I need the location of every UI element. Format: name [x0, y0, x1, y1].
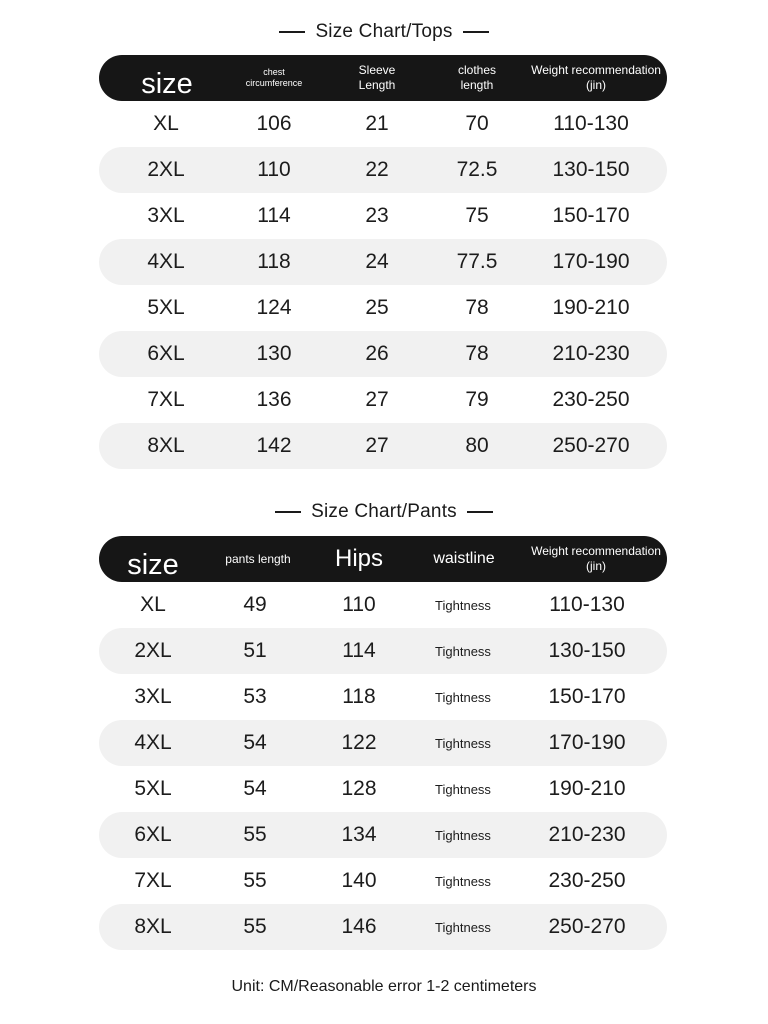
cell-waistline: Tightness — [435, 597, 491, 613]
cell-size: 6XL — [147, 342, 185, 365]
cell-size: 4XL — [134, 731, 172, 754]
cell-pants-length: 55 — [243, 915, 267, 938]
table-row — [99, 674, 667, 720]
table-row — [99, 582, 667, 628]
tops-header-chest-line1: chest — [263, 66, 285, 77]
cell-size: 6XL — [134, 823, 172, 846]
cell-weight: 130-150 — [552, 158, 630, 181]
tops-section-title — [0, 17, 768, 47]
cell-hips: 122 — [341, 731, 377, 754]
tops-header-clothes-line1: clothes — [457, 63, 497, 77]
pants-header-pants-length: pants length — [225, 551, 291, 566]
tops-header-clothes-length — [458, 55, 496, 101]
cell-weight: 110-130 — [549, 593, 625, 616]
cell-hips: 134 — [341, 823, 377, 846]
cell-hips: 118 — [342, 685, 376, 708]
cell-chest: 130 — [256, 342, 292, 365]
cell-size: 8XL — [147, 434, 185, 457]
cell-clothes-length: 75 — [465, 204, 489, 227]
pants-header-waistline: waistline — [433, 550, 495, 567]
tops-size-table — [99, 55, 667, 469]
cell-sleeve: 26 — [365, 342, 389, 365]
cell-size: 3XL — [147, 204, 185, 227]
cell-chest: 114 — [257, 204, 291, 227]
cell-waistline: Tightness — [435, 689, 491, 705]
unit-note: Unit: CM/Reasonable error 1-2 centimeters — [231, 978, 537, 995]
table-row — [99, 147, 667, 193]
cell-sleeve: 27 — [365, 434, 389, 457]
cell-sleeve: 25 — [365, 296, 389, 319]
cell-weight: 210-230 — [552, 342, 630, 365]
cell-weight: 130-150 — [548, 639, 626, 662]
cell-weight: 230-250 — [552, 388, 630, 411]
cell-weight: 190-210 — [552, 296, 630, 319]
tops-header-weight-line1: Weight recommendation — [531, 63, 661, 77]
table-row — [99, 766, 667, 812]
cell-clothes-length: 72.5 — [456, 158, 498, 181]
pants-header-weight — [531, 536, 661, 582]
tops-header-weight — [531, 55, 661, 101]
cell-pants-length: 55 — [243, 823, 267, 846]
title-dash-left — [275, 511, 301, 513]
cell-size: XL — [153, 112, 179, 135]
pants-size-table — [99, 536, 667, 950]
cell-waistline: Tightness — [435, 643, 491, 659]
cell-chest: 136 — [256, 388, 292, 411]
cell-pants-length: 49 — [243, 593, 267, 616]
pants-table-header — [99, 536, 667, 582]
cell-clothes-length: 79 — [465, 388, 489, 411]
pants-header-size: size — [127, 548, 179, 581]
cell-waistline: Tightness — [435, 827, 491, 843]
cell-waistline: Tightness — [435, 781, 491, 797]
cell-clothes-length: 77.5 — [456, 250, 498, 273]
cell-size: 7XL — [147, 388, 185, 411]
cell-hips: 114 — [342, 639, 376, 662]
cell-weight: 170-190 — [548, 731, 626, 754]
cell-weight: 190-210 — [548, 777, 626, 800]
cell-weight: 170-190 — [552, 250, 630, 273]
cell-hips: 128 — [341, 777, 377, 800]
cell-size: 2XL — [147, 158, 185, 181]
cell-chest: 142 — [256, 434, 292, 457]
table-row — [99, 377, 667, 423]
cell-pants-length: 54 — [243, 777, 267, 800]
cell-waistline: Tightness — [435, 873, 491, 889]
cell-chest: 110 — [257, 158, 291, 181]
cell-hips: 140 — [341, 869, 377, 892]
pants-header-weight-line1: Weight recommendation — [531, 544, 661, 558]
cell-size: 2XL — [134, 639, 172, 662]
cell-sleeve: 21 — [365, 112, 389, 135]
pants-title-text: Size Chart/Pants — [311, 501, 457, 522]
cell-chest: 124 — [256, 296, 292, 319]
cell-pants-length: 51 — [243, 639, 267, 662]
tops-header-sleeve — [359, 55, 396, 101]
cell-sleeve: 24 — [365, 250, 389, 273]
table-row — [99, 858, 667, 904]
table-row — [99, 423, 667, 469]
table-row — [99, 285, 667, 331]
tops-table-body — [99, 101, 667, 469]
tops-header-sleeve-line1: Sleeve — [358, 63, 396, 77]
cell-size: XL — [140, 593, 166, 616]
cell-weight: 230-250 — [548, 869, 626, 892]
pants-header-hips: Hips — [334, 545, 384, 572]
cell-sleeve: 22 — [365, 158, 389, 181]
table-row — [99, 331, 667, 377]
cell-pants-length: 53 — [243, 685, 267, 708]
cell-size: 3XL — [134, 685, 172, 708]
table-row — [99, 628, 667, 674]
tops-header-chest — [246, 55, 303, 101]
table-row — [99, 812, 667, 858]
pants-section-title — [0, 497, 768, 527]
cell-clothes-length: 78 — [465, 342, 489, 365]
cell-weight: 110-130 — [553, 112, 629, 135]
cell-weight: 150-170 — [552, 204, 630, 227]
tops-header-size: size — [141, 67, 193, 100]
table-row — [99, 904, 667, 950]
pants-header-weight-line2: (jin) — [586, 559, 606, 573]
cell-waistline: Tightness — [435, 735, 491, 751]
tops-header-weight-line2: (jin) — [586, 78, 606, 92]
title-dash-left — [279, 31, 305, 33]
cell-size: 5XL — [147, 296, 185, 319]
cell-weight: 210-230 — [548, 823, 626, 846]
cell-size: 4XL — [147, 250, 185, 273]
cell-pants-length: 55 — [243, 869, 267, 892]
table-row — [99, 101, 667, 147]
cell-pants-length: 54 — [243, 731, 267, 754]
cell-size: 7XL — [134, 869, 172, 892]
cell-clothes-length: 80 — [465, 434, 489, 457]
table-row — [99, 193, 667, 239]
cell-clothes-length: 78 — [465, 296, 489, 319]
cell-sleeve: 23 — [365, 204, 389, 227]
cell-hips: 146 — [341, 915, 377, 938]
title-dash-right — [463, 31, 489, 33]
table-row — [99, 720, 667, 766]
tops-header-sleeve-line2: Length — [358, 78, 396, 92]
cell-sleeve: 27 — [365, 388, 389, 411]
cell-weight: 150-170 — [548, 685, 626, 708]
cell-waistline: Tightness — [435, 919, 491, 935]
pants-table-body — [99, 582, 667, 950]
tops-header-clothes-line2: length — [460, 78, 494, 92]
cell-weight: 250-270 — [552, 434, 630, 457]
cell-size: 8XL — [134, 915, 172, 938]
cell-size: 5XL — [134, 777, 172, 800]
cell-chest: 106 — [256, 112, 292, 135]
tops-header-chest-line2: circumference — [245, 78, 303, 88]
table-row — [99, 239, 667, 285]
cell-hips: 110 — [342, 593, 376, 616]
cell-chest: 118 — [257, 250, 291, 273]
cell-clothes-length: 70 — [465, 112, 489, 135]
cell-weight: 250-270 — [548, 915, 626, 938]
tops-title-text: Size Chart/Tops — [315, 21, 453, 42]
title-dash-right — [467, 511, 493, 513]
tops-table-header — [99, 55, 667, 101]
